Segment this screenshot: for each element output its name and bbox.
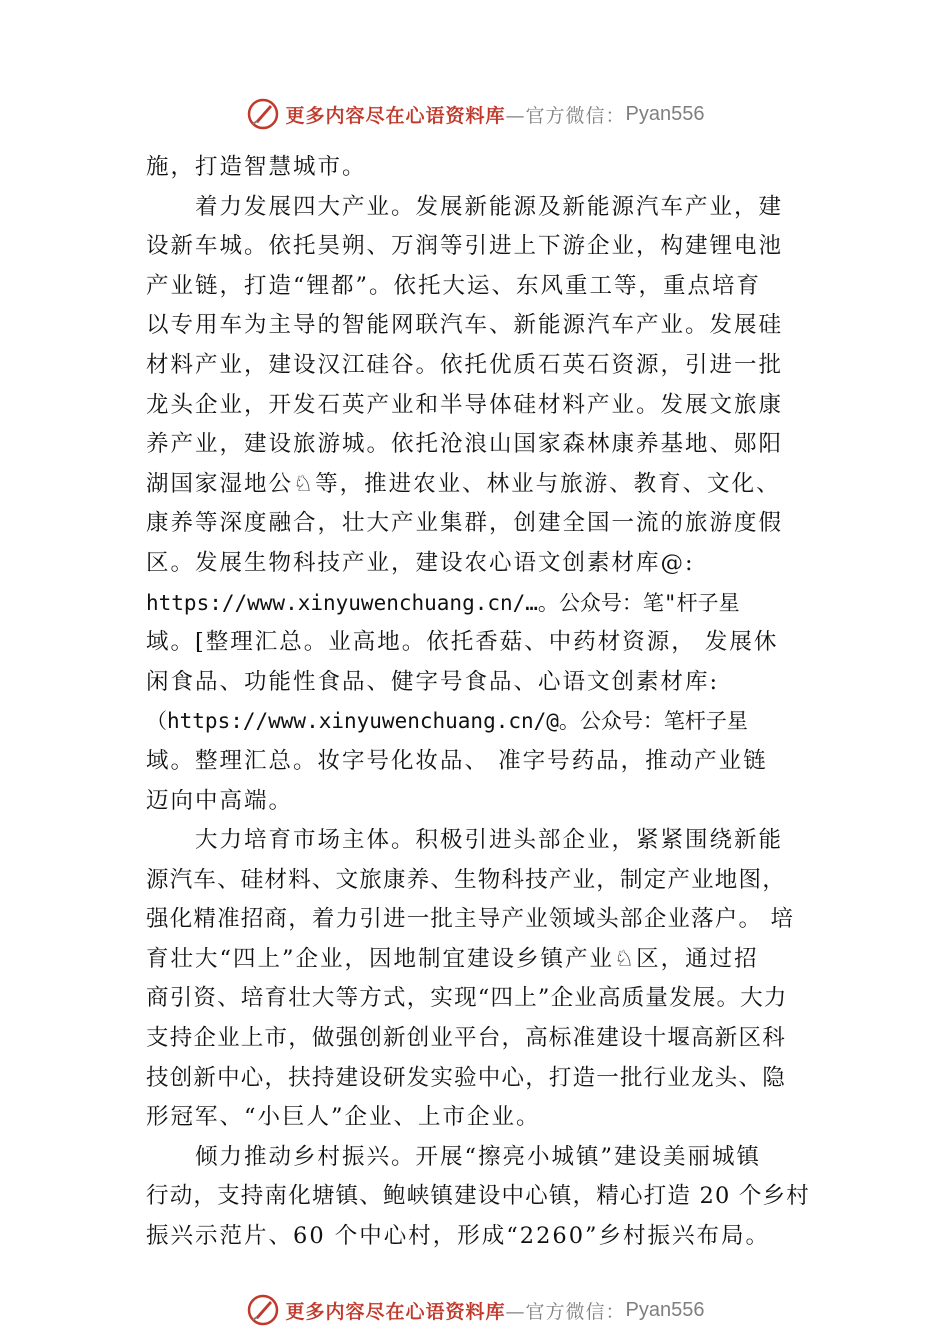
banner-red-text: 更多内容尽在心语资料库 (285, 104, 506, 127)
paragraph-first-line: 倾力推动乡村振兴。开展“擦亮小城镇”建设美丽城镇 (195, 1143, 762, 1170)
text-line: 区。发展生物科技产业，建设农心语文创素材库@: (146, 549, 695, 576)
text-line: 育壮大“四上”企业，因地制宜建设乡镇产业♘区，通过招 (146, 945, 759, 972)
text-line: 产业链，打造“锂都”。依托大运、东风重工等，重点培育 (146, 272, 762, 299)
text-line: 域。[整理汇总。业高地。依托香菇、中药材资源， 发展休 (146, 629, 779, 656)
text-line: 域。整理汇总。妆字号化妆品、 准字号药品，推动产业链 (146, 747, 768, 774)
text-line: 行动，支持南化塘镇、鲍峡镇建设中心镇，精心打造 20 个乡村 (146, 1183, 810, 1210)
text-line: 养产业，建设旅游城。依托沧浪山国家森林康养基地、郧阳 (146, 431, 784, 458)
banner-gray-text: —官方微信： (505, 104, 626, 127)
quill-logo-icon (246, 97, 280, 131)
header-banner (0, 94, 950, 134)
text-line: 形冠军、“小巨人”企业、上市企业。 (146, 1104, 541, 1131)
text-line: 闲食品、功能性食品、健字号食品、心语文创素材库: (146, 668, 720, 695)
text-line: 源汽车、硅材料、文旅康养、生物科技产业，制定产业地图， (146, 866, 786, 893)
text-line-url: https://www.xinyuwenchuang.cn/…。公众号：笔"杆子星 (146, 590, 740, 615)
paragraph-first-line: 着力发展四大产业。发展新能源及新能源汽车产业，建 (195, 193, 784, 220)
text-line-url: （https://www.xinyuwenchuang.cn/@。公众号：笔杆子星 (146, 709, 748, 734)
text-line: 龙头企业，开发石英产业和半导体硅材料产业。发展文旅康 (146, 391, 784, 418)
text-line: 商引资、培育壮大等方式，实现“四上”企业高质量发展。大力 (146, 985, 788, 1012)
text-line: 施，打造智慧城市。 (146, 154, 367, 180)
text-line: 振兴示范片、60 个中心村，形成“2260”乡村振兴布局。 (146, 1223, 771, 1250)
text-line: 设新车城。依托昊朔、万润等引进上下游企业，构建锂电池 (146, 233, 784, 260)
text-line: 技创新中心，扶持建设研发实验中心，打造一批行业龙头、隐 (146, 1064, 786, 1091)
banner-gray-text: —官方微信： (505, 1300, 626, 1323)
text-line: 强化精准招商，着力引进一批主导产业领域头部企业落户。 培 (146, 906, 795, 933)
document-body (146, 148, 836, 1257)
banner-wechat-id: Pyan556 (625, 1298, 705, 1321)
text-line: 康养等深度融合，壮大产业集群，创建全国一流的旅游度假 (146, 510, 784, 537)
text-line: 材料产业，建设汉江硅谷。依托优质石英石资源，引进一批 (146, 351, 784, 378)
quill-logo-icon (246, 1293, 280, 1327)
text-line: 湖国家湿地公♘等，推进农业、林业与旅游、教育、文化、 (146, 470, 781, 497)
banner-red-text: 更多内容尽在心语资料库 (285, 1300, 506, 1323)
text-line: 以专用车为主导的智能网联汽车、新能源汽车产业。发展硅 (146, 312, 784, 339)
text-line: 支持企业上市，做强创新创业平台，高标准建设十堰高新区科 (146, 1025, 786, 1052)
paragraph-first-line: 大力培育市场主体。积极引进头部企业，紧紧围绕新能 (195, 827, 784, 854)
banner-wechat-id: Pyan556 (625, 102, 705, 125)
text-line: 迈向中高端。 (146, 787, 294, 814)
footer-banner (0, 1290, 950, 1330)
